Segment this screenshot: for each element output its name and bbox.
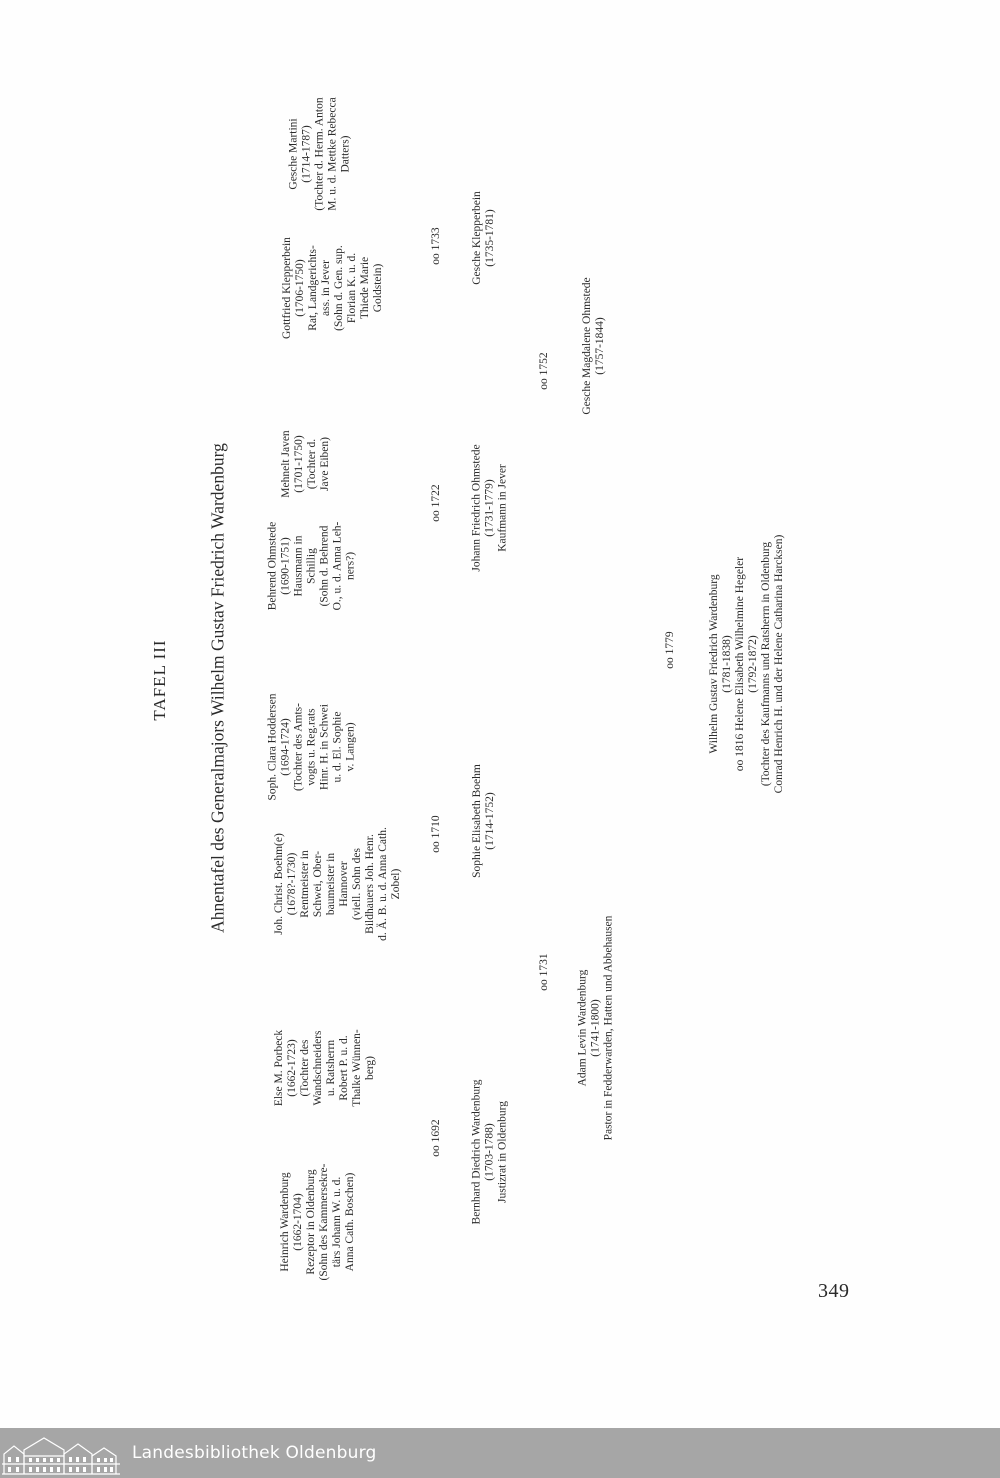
library-name: Landesbibliothek Oldenburg bbox=[132, 1443, 377, 1463]
person-line: Bildhauers Joh. Henr. bbox=[364, 834, 376, 934]
marriage-1733: oo 1733 bbox=[430, 227, 442, 265]
person-joh-boehm bbox=[273, 827, 403, 941]
person-gesche-martini bbox=[288, 97, 353, 210]
person-line: Schwei, Ober- bbox=[312, 850, 324, 918]
tafel-title: TAFEL III bbox=[150, 639, 169, 721]
person-line: (1792-1872) bbox=[747, 635, 759, 693]
person-line: Florian K. u. d. bbox=[346, 252, 358, 324]
person-line: ners?) bbox=[344, 551, 357, 581]
person-line: (Tochter des bbox=[299, 1039, 311, 1097]
person-line: (Sohn d. Behrend bbox=[318, 525, 331, 607]
person-line: (1741-1800) bbox=[589, 999, 602, 1057]
person-line: Rat, Landgerichts- bbox=[307, 245, 319, 331]
person-line: (1701-1750) bbox=[293, 435, 305, 493]
person-soph-hoddersen bbox=[267, 694, 358, 801]
person-line: (1690-1751) bbox=[279, 537, 292, 595]
person-line: baumeister in bbox=[325, 852, 337, 916]
person-line: Kaufmann in Jever bbox=[496, 464, 509, 552]
person-line: Robert P. u. d. bbox=[338, 1035, 350, 1101]
person-line: Sophie Elisabeth Boehm bbox=[471, 764, 483, 878]
person-line: Goldstein) bbox=[372, 263, 384, 313]
person-line: M. u. d. Mettke Rebecca bbox=[326, 97, 339, 211]
marriage-1692: oo 1692 bbox=[430, 1119, 442, 1157]
person-line: Gesche Martini bbox=[287, 118, 300, 190]
person-heinrich-wardenburg bbox=[279, 1164, 357, 1281]
person-line: O., u. d. Anna Leh- bbox=[331, 521, 344, 611]
person-line: Justizrat in Oldenburg bbox=[496, 1101, 509, 1204]
person-johann-ohmstede bbox=[471, 444, 510, 571]
person-line: (1735-1781) bbox=[484, 209, 496, 267]
person-line: Thalke Wünnen- bbox=[351, 1029, 363, 1107]
person-gesche-klepperbein bbox=[471, 191, 497, 285]
person-line: (1706-1750) bbox=[294, 259, 306, 317]
person-line: Soph. Clara Hoddersen bbox=[266, 693, 279, 801]
person-line: Else M. Porbeck bbox=[273, 1029, 285, 1107]
person-line: Jave Eiben) bbox=[319, 437, 331, 491]
page-number: 349 bbox=[818, 1280, 850, 1302]
marriage-1752: oo 1752 bbox=[538, 352, 550, 390]
person-line: Adam Levin Wardenburg bbox=[576, 969, 589, 1087]
person-line: Schillig bbox=[305, 548, 318, 584]
person-gesche-magdalene-ohmstede bbox=[581, 277, 607, 414]
person-line: Datters) bbox=[339, 135, 352, 173]
person-line: Anna Cath. Boschen) bbox=[344, 1172, 356, 1272]
person-line: (Sohn d. Gen. sup. bbox=[333, 245, 345, 331]
person-line: Conrad Henrich H. und der Helene Catharina Harcksen) bbox=[773, 534, 785, 794]
marriage-1722: oo 1722 bbox=[430, 484, 442, 522]
person-line: oo 1816 Helene Elisabeth Wilhelmine Hegeler bbox=[734, 556, 746, 772]
person-line: (1731-1779) bbox=[483, 479, 496, 537]
person-line: Wilhelm Gustav Friedrich Wardenburg bbox=[708, 574, 720, 754]
person-line: Gesche Klepperbein bbox=[471, 191, 483, 285]
person-line: Johann Friedrich Ohmstede bbox=[470, 444, 483, 572]
person-line: (1694-1724) bbox=[279, 718, 292, 776]
person-line: (1678?-1730) bbox=[286, 852, 298, 916]
person-mehnelt-javen bbox=[280, 430, 332, 497]
person-bernhard-wardenburg bbox=[471, 1080, 510, 1225]
person-line: (Tochter des Kaufmanns und Ratsherrn in Oldenburg bbox=[760, 541, 772, 787]
person-line: Mehnelt Javen bbox=[280, 430, 292, 498]
person-line: (viell. Sohn des bbox=[351, 848, 363, 920]
person-else-porbeck bbox=[273, 1029, 377, 1106]
person-line: (Tochter d. Herm. Anton bbox=[313, 97, 326, 211]
person-line: Gesche Magdalene Ohmstede bbox=[581, 277, 593, 415]
person-line: (1662-1704) bbox=[292, 1193, 304, 1251]
footer-bar bbox=[0, 1428, 1000, 1478]
person-line: (1757-1844) bbox=[594, 317, 606, 375]
person-line: Wandschneiders bbox=[312, 1030, 324, 1106]
marriage-1779: oo 1779 bbox=[664, 631, 676, 669]
marriage-1710: oo 1710 bbox=[430, 815, 442, 853]
person-line: (Tochter d. bbox=[306, 438, 318, 490]
person-line: (1781-1838) bbox=[721, 635, 733, 693]
person-line: Gottfried Klepperbein bbox=[281, 237, 293, 339]
marriage-1731: oo 1731 bbox=[538, 953, 550, 991]
page-subtitle: Ahnentafel des Generalmajors Wilhelm Gustav Friedrich Wardenburg bbox=[207, 443, 228, 933]
person-line: Pastor in Fedderwarden, Hatten und Abbehausen bbox=[602, 915, 615, 1141]
person-adam-wardenburg bbox=[577, 916, 616, 1141]
person-line: Bernhard Diedrich Wardenburg bbox=[470, 1079, 483, 1225]
person-line: Rezeptor in Oldenburg bbox=[305, 1169, 317, 1275]
person-line: (Sohn des Kammersekre- bbox=[318, 1163, 330, 1281]
person-line: Hinr. H. in Schwei bbox=[318, 704, 331, 790]
person-line: (1703-1788) bbox=[483, 1123, 496, 1181]
person-wilhelm-wardenburg bbox=[708, 535, 786, 794]
person-line: (1714-1787) bbox=[300, 125, 313, 183]
person-line: Zobel) bbox=[390, 868, 402, 900]
person-gottfried-klepperbein bbox=[281, 237, 385, 339]
person-line: berg) bbox=[364, 1055, 376, 1081]
person-line: d. Ä. B. u. d. Anna Cath. bbox=[377, 827, 389, 941]
person-line: (Tochter des Amts- bbox=[292, 703, 305, 791]
person-line: Hausmann in bbox=[292, 535, 305, 597]
person-line: u. Ratsherrn bbox=[325, 1039, 337, 1097]
person-line: Heinrich Wardenburg bbox=[279, 1172, 291, 1272]
person-line: v. Langen) bbox=[344, 722, 357, 772]
person-line: (1714-1752) bbox=[484, 792, 496, 850]
library-building-icon bbox=[0, 1428, 122, 1478]
person-behrend-ohmstede bbox=[267, 522, 358, 611]
person-line: tärs Johann W. u. d. bbox=[331, 1176, 343, 1268]
person-line: Rentmeister in bbox=[299, 850, 311, 918]
person-line: (1662-1723) bbox=[286, 1039, 298, 1097]
person-line: Joh. Christ. Boehm(e) bbox=[273, 833, 285, 935]
person-line: vogts u. Reg.rats bbox=[305, 708, 318, 786]
person-line: Hannover bbox=[338, 861, 350, 907]
person-line: Thiede Marie bbox=[359, 256, 371, 320]
person-line: u. d. El. Sophie bbox=[331, 711, 344, 783]
person-sophie-boehm bbox=[471, 764, 497, 878]
person-line: Behrend Ohmstede bbox=[266, 521, 279, 611]
person-line: ass. in Jever bbox=[320, 260, 332, 316]
